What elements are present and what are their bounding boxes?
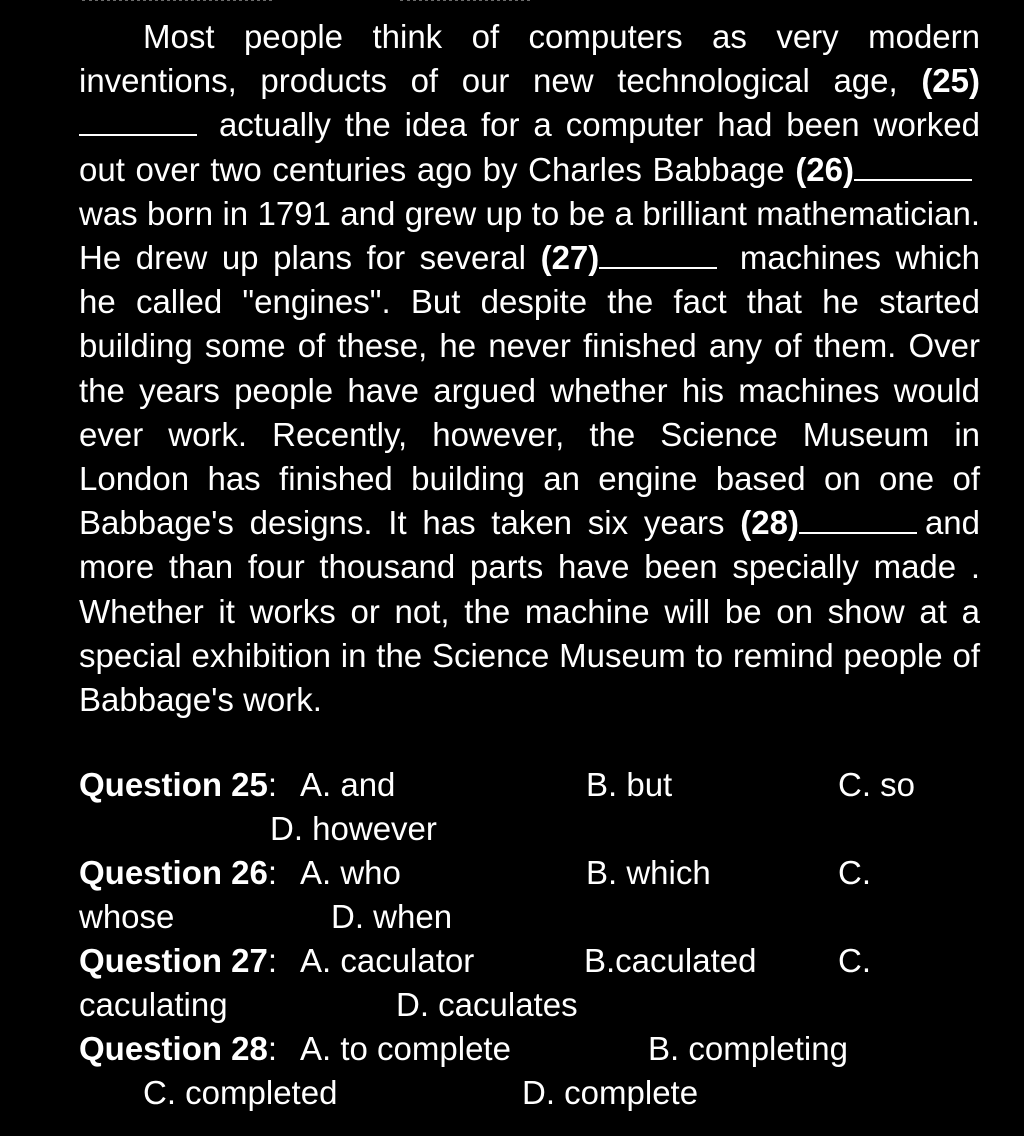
passage-text-1: Most people think of computers as very modern inventions, products of our new technological age, xyxy=(79,18,980,100)
question-28-option-a[interactable]: A. to complete xyxy=(300,1030,511,1067)
blank-number-28: (28) xyxy=(740,504,799,542)
blank-26[interactable] xyxy=(854,155,972,181)
question-26-option-c[interactable]: C. xyxy=(838,854,871,891)
blank-27[interactable] xyxy=(599,243,717,269)
passage-text-5: and more than four thousand parts have been specially made . Whether it works or not, the machine will be on show at a special exhibition in the Science Museum to remind people of Babbage's work. xyxy=(79,504,980,719)
blank-28[interactable] xyxy=(799,508,917,534)
question-25-option-a[interactable]: A. and xyxy=(300,766,396,803)
passage-text-4: machines which he called "engines". But despite the fact that he started building some of these, he never finished any of them. Over the years people have argued whether his machines would ever work. Recently, however, the Science Museum in London has finished building an engine based on one of Babbage's designs. It has taken six years xyxy=(79,239,980,542)
question-28-label: Question 28: xyxy=(79,1030,278,1067)
question-27-option-a[interactable]: A. caculator xyxy=(300,942,475,979)
passage-text-2: actually the idea for a computer had been worked out over two centuries ago by Charles Babbage xyxy=(79,106,980,188)
question-28-option-b[interactable]: B. completing xyxy=(648,1030,848,1067)
question-25-option-b[interactable]: B. but xyxy=(586,766,673,803)
question-26-label: Question 26: xyxy=(79,854,278,891)
question-28-option-c[interactable]: C. completed xyxy=(143,1074,338,1111)
question-25-option-c[interactable]: C. so xyxy=(838,766,916,803)
blank-25[interactable] xyxy=(79,110,197,136)
blank-number-26: (26) xyxy=(795,150,854,188)
reading-passage xyxy=(79,15,980,722)
question-27-label: Question 27: xyxy=(79,942,278,979)
question-26-option-a[interactable]: A. who xyxy=(300,854,401,891)
question-27-option-d[interactable]: D. caculates xyxy=(396,986,578,1023)
passage-text-3: was born in 1791 and grew up to be a brilliant mathematician. He drew up plans for several xyxy=(79,194,980,277)
question-26-option-c-text[interactable]: whose xyxy=(79,898,175,935)
blank-number-25: (25) xyxy=(921,62,980,100)
cropped-top-edge xyxy=(0,0,1024,4)
question-28-option-d[interactable]: D. complete xyxy=(522,1074,699,1111)
question-26-option-b[interactable]: B. which xyxy=(586,854,711,891)
question-25-option-d[interactable]: D. however xyxy=(270,810,437,847)
question-25-label: Question 25: xyxy=(79,766,278,803)
question-26-option-d[interactable]: D. when xyxy=(331,898,453,935)
question-27-option-b[interactable]: B.caculated xyxy=(584,942,757,979)
question-27-option-c-text[interactable]: caculating xyxy=(79,986,228,1023)
blank-number-27: (27) xyxy=(540,239,600,277)
question-27-option-c[interactable]: C. xyxy=(838,942,871,979)
